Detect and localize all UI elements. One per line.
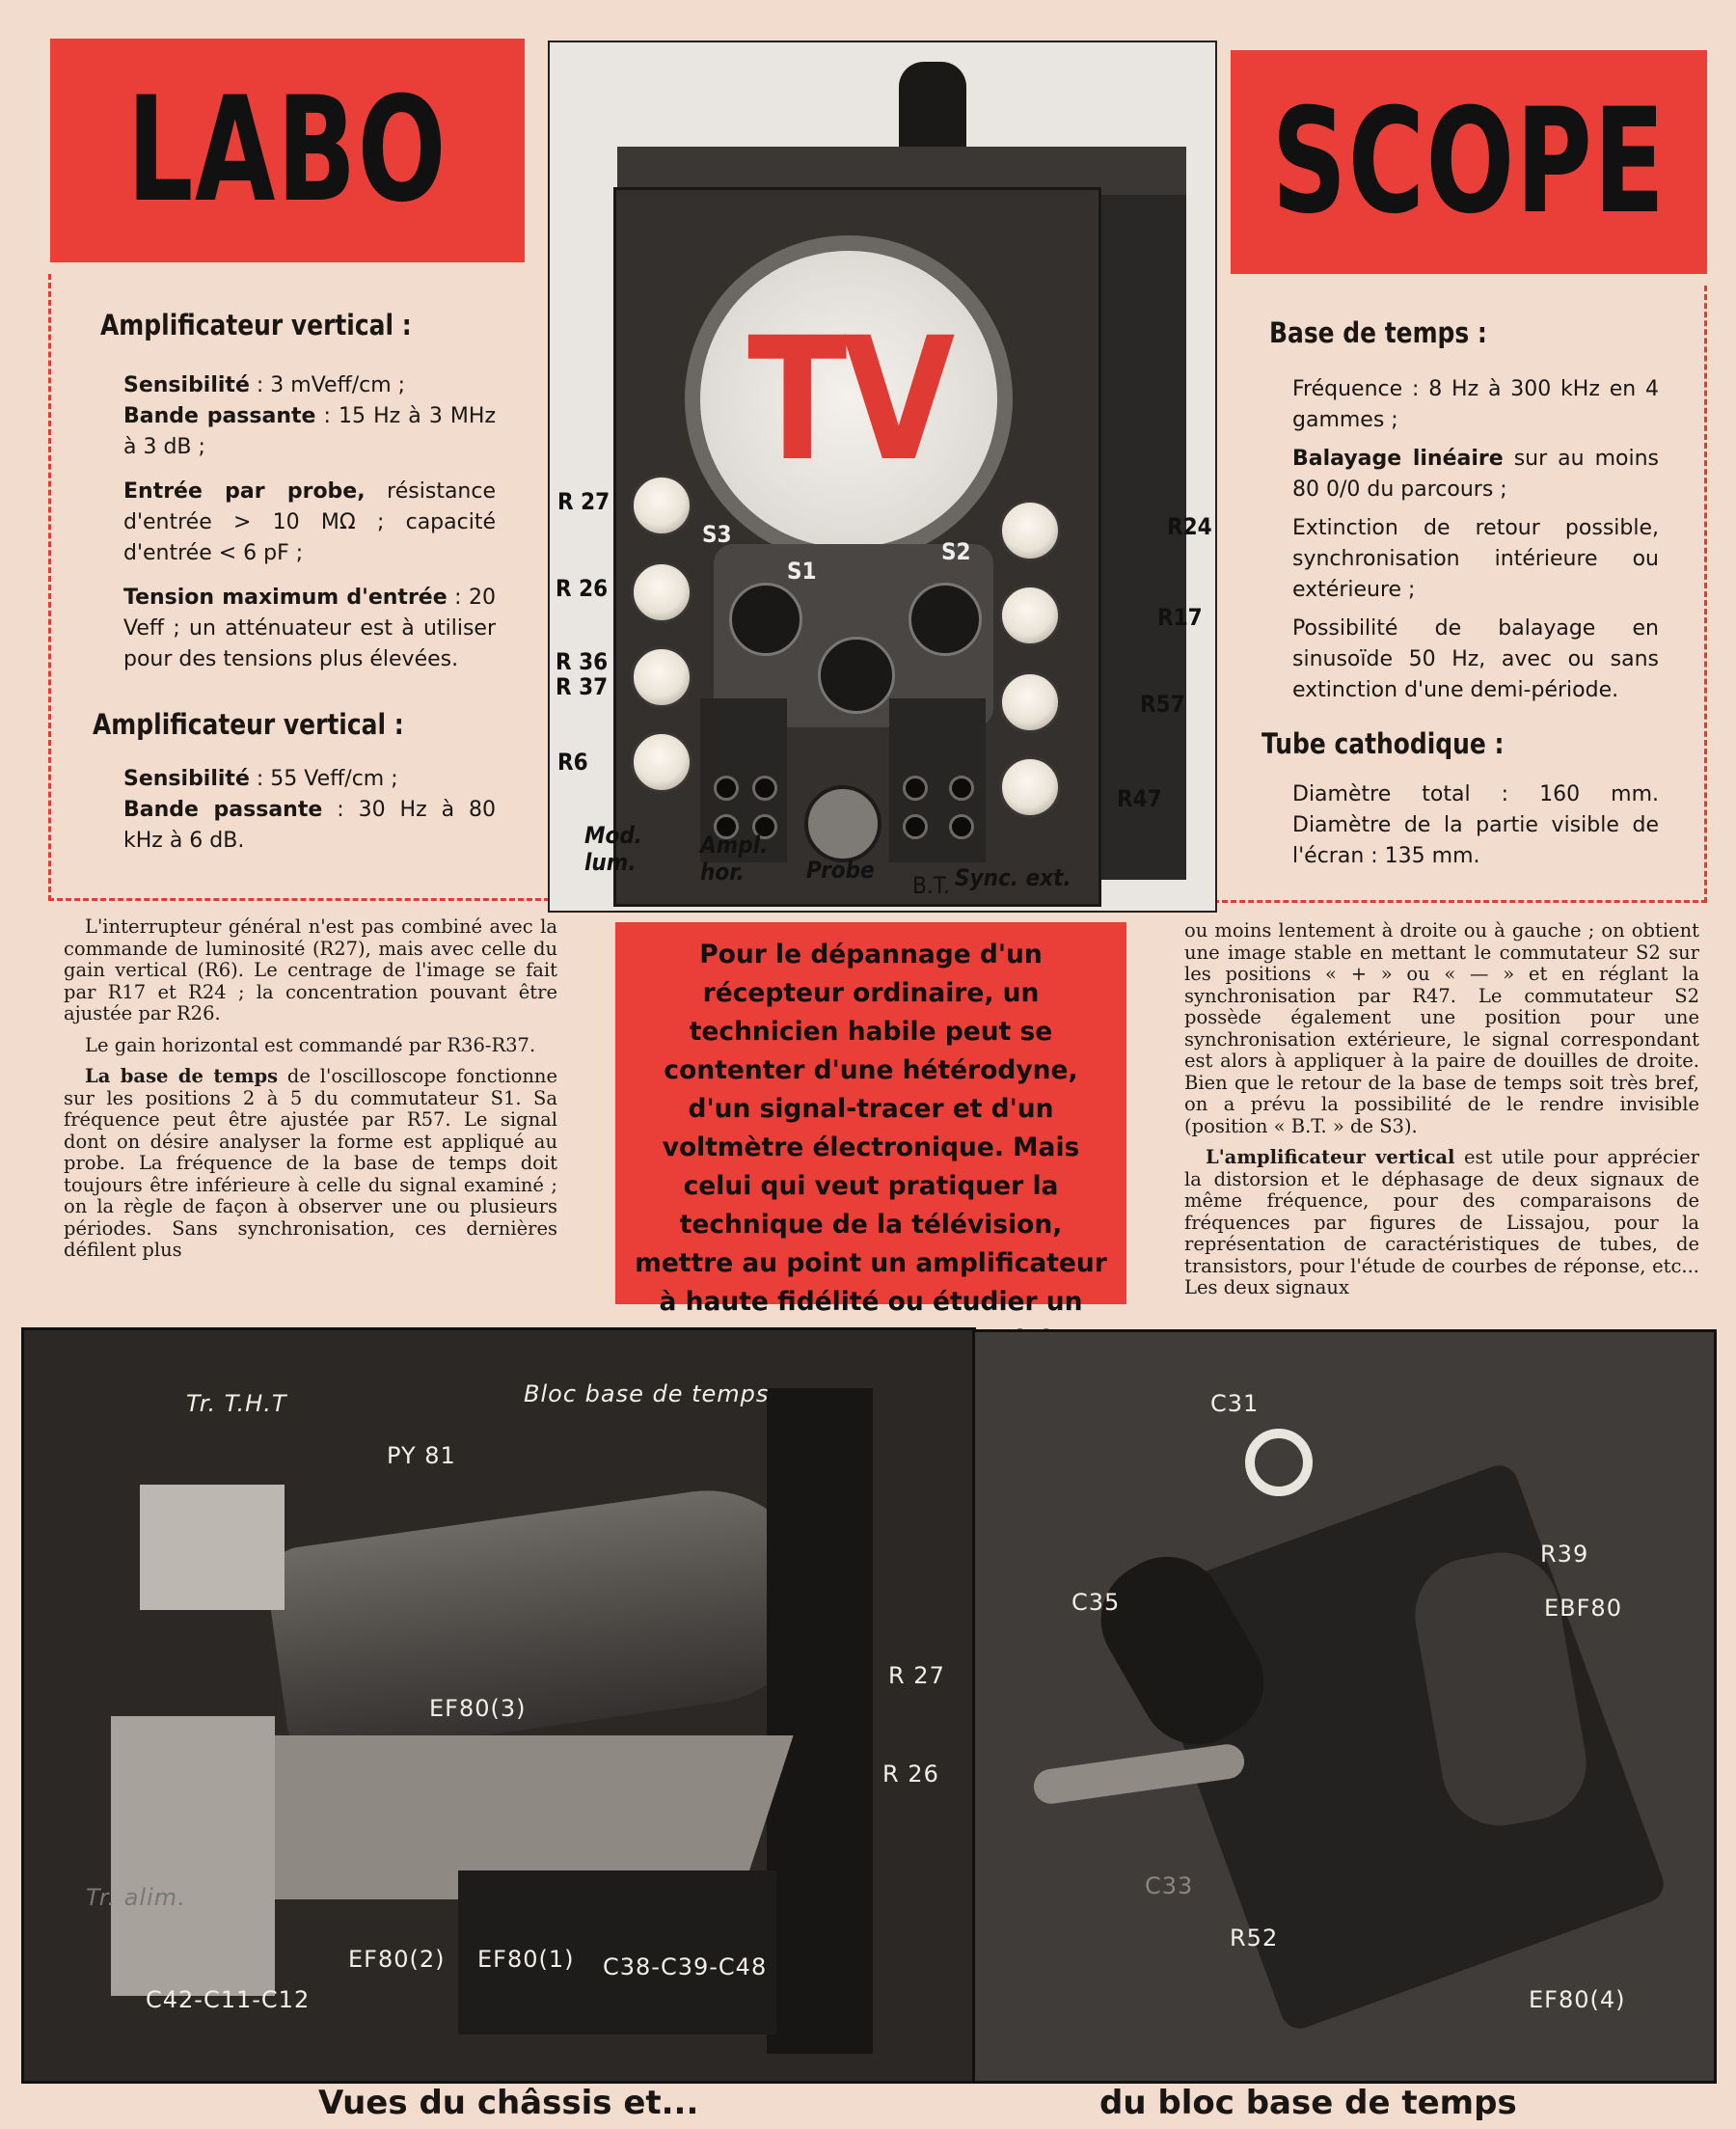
knob-r36-r37[interactable]: [631, 646, 692, 708]
label-ef80-1: EF80(1): [477, 1946, 575, 1973]
spec-value: : 3 mVeff/cm ;: [249, 373, 406, 397]
paragraph-text: est utile pour apprécier la distorsion et le déphasage de deux signaux de même fréquence, pour des comparaisons de fréquences par figures de Lissajou, pour la représentation de caractéristiques de tubes, de transistors, pour l'étude de courbes de réponse, etc... Les deux signaux: [1184, 1146, 1699, 1298]
ring-c31: [1245, 1429, 1313, 1496]
title-labo: LABO: [50, 39, 525, 262]
label-py81: PY 81: [387, 1442, 456, 1469]
socket-bt[interactable]: [903, 814, 928, 839]
chassis-photo: [21, 1327, 976, 2084]
paragraph: Le gain horizontal est commandé par R36-R37.: [85, 1033, 536, 1056]
label-r17: R17: [1157, 604, 1203, 631]
label-ef80-3: EF80(3): [429, 1695, 527, 1722]
right-spec-text: [1261, 316, 1659, 872]
spec-heading: Base de temps :: [1269, 316, 1487, 349]
label-r57: R57: [1140, 691, 1185, 718]
crt-tube-shape: [262, 1477, 827, 1762]
spec-value: : 55 Veff/cm ;: [249, 767, 398, 791]
label-r39: R39: [1540, 1541, 1589, 1568]
spec-item: [100, 764, 496, 857]
spec-heading: Amplificateur vertical :: [93, 708, 404, 741]
label-c42-c11-c12: C42-C11-C12: [146, 1986, 311, 2013]
label-r6: R6: [557, 749, 588, 776]
bold-lead: L'amplificateur vertical: [1206, 1146, 1455, 1168]
left-spec-text: [93, 309, 496, 857]
bold-lead: La base de temps: [85, 1065, 279, 1087]
label-tr-tht: Tr. T.H.T: [186, 1390, 287, 1417]
spec-item: Diamètre total : 160 mm. Diamètre de la partie visible de l'écran : 135 mm.: [1292, 782, 1659, 868]
spec-label: Bande passante: [123, 798, 323, 822]
spec-value: sur au moins 80 0/0 du parcours ;: [1292, 447, 1659, 502]
transformer-shape: [140, 1485, 285, 1610]
knob-r24[interactable]: [999, 500, 1061, 561]
label-tr-alim: Tr. alim.: [86, 1884, 186, 1911]
label-r27: R 27: [888, 1662, 945, 1689]
label-c33: C33: [1145, 1872, 1194, 1899]
label-ebf80: EBF80: [1544, 1595, 1622, 1622]
spec-item: Possibilité de balayage en sinusoïde 50 Hz, avec ou sans extinction d'une demi-période.: [1292, 616, 1659, 702]
spec-item: [1269, 444, 1659, 505]
label-mod-lum: Mod. lum.: [584, 822, 642, 876]
spec-item: [100, 477, 496, 569]
spec-label: Sensibilité: [123, 373, 250, 397]
paragraph: [1184, 1147, 1699, 1299]
socket-sync-ext-2[interactable]: [949, 776, 974, 801]
knob-r27[interactable]: [631, 475, 692, 536]
label-ef80-4: EF80(4): [1529, 1986, 1626, 2013]
label-s3: S3: [702, 521, 732, 548]
label-r26: R 26: [882, 1761, 939, 1788]
spec-item: Fréquence : 8 Hz à 300 kHz en 4 gammes ;: [1292, 377, 1659, 432]
label-c35: C35: [1071, 1589, 1121, 1616]
label-s1: S1: [787, 558, 817, 585]
label-r52: R52: [1230, 1924, 1279, 1952]
paragraph: ou moins lentement à droite ou à gauche ; on obtient une image stable en mettant le commutateur S2 sur les positions « + » ou « — » et en réglant la synchronisation par R47. Le commutateur S2 possède également une position pour une synchronisation extérieure, le signal correspondant est alors à appliquer à la paire de douilles de droite. Bien que le retour de la base de temps soit très bref, on a prévu la possibilité de le rendre invisible (position « B.T. » de S3).: [1184, 919, 1699, 1137]
label-r24: R24: [1167, 513, 1212, 540]
article-column-left: [64, 916, 557, 1271]
knob-r17[interactable]: [999, 585, 1061, 646]
spec-label: Sensibilité: [123, 767, 250, 791]
label-sync-ext: Sync. ext.: [955, 864, 1071, 891]
spec-heading: Tube cathodique :: [1261, 727, 1505, 760]
socket-bt-2[interactable]: [903, 776, 928, 801]
spec-label: Tension maximum d'entrée: [123, 586, 448, 610]
spec-label: Balayage linéaire: [1292, 447, 1504, 471]
paragraph-text: de l'oscilloscope fonctionne sur les positions 2 à 5 du commutateur S1. Sa fréquence peut être ajustée par R57. Le signal dont on désire analyser la forme est appliqué au probe. La fréquence de la base de temps doit toujours être inférieure à celle du signal examiné ; on la règle de façon à observer une ou plusieurs périodes. Sans synchronisation, ces dernières défilent plus: [64, 1065, 557, 1261]
label-r36: R 36: [556, 648, 609, 675]
oscilloscope-photo: [548, 41, 1217, 913]
bracket-shape: [111, 1716, 275, 1996]
title-scope: SCOPE: [1231, 50, 1707, 274]
label-bt: B.T.: [912, 872, 950, 899]
crt-screen: [700, 251, 997, 548]
knob-r26[interactable]: [631, 561, 692, 623]
article-column-right: [1184, 920, 1699, 1309]
socket-sync-ext[interactable]: [949, 814, 974, 839]
knob-r47[interactable]: [999, 756, 1061, 818]
switch-s2[interactable]: [909, 583, 982, 656]
spec-item: [100, 370, 496, 463]
label-r27: R 27: [557, 488, 610, 515]
spec-item: [100, 583, 496, 675]
label-c31: C31: [1210, 1390, 1260, 1417]
spec-label: Bande passante: [123, 404, 316, 428]
caption-left: Vues du châssis et...: [318, 2084, 699, 2122]
caption-right: du bloc base de temps: [1099, 2084, 1517, 2122]
switch-s3[interactable]: [729, 583, 802, 656]
switch-s1[interactable]: [818, 637, 895, 714]
label-bloc-base: Bloc base de temps: [524, 1380, 770, 1407]
label-c38-c39-c48: C38-C39-C48: [603, 1953, 768, 1980]
label-r37: R 37: [556, 673, 609, 700]
label-s2: S2: [941, 538, 971, 565]
spec-value: : 20 Veff ; un atténuateur est à utiliser pour des tensions plus élevées.: [123, 586, 496, 671]
screen-text: TV: [746, 300, 951, 499]
spec-label: Entrée par probe,: [123, 479, 366, 504]
label-ef80-2: EF80(2): [348, 1946, 446, 1973]
knob-r57[interactable]: [999, 671, 1061, 733]
paragraph: [64, 1066, 557, 1262]
spec-heading: Amplificateur vertical :: [100, 309, 412, 341]
label-r47: R47: [1117, 785, 1162, 812]
paragraph: L'interrupteur général n'est pas combiné avec la commande de luminosité (R27), mais avec celle du gain vertical (R6). Le centrage de l'image se fait par R17 et R24 ; la concentration pouvant être ajustée par R26.: [64, 915, 557, 1024]
socket-mod-lum[interactable]: [714, 776, 739, 801]
front-panel-shape: [767, 1388, 873, 2054]
label-probe: Probe: [806, 857, 875, 884]
spec-value: résistance d'entrée > 10 MΩ ; capacité d'entrée < 6 pF ;: [123, 479, 496, 565]
highlight-box: Pour le dépannage d'un récepteur ordinaire, un technicien habile peut se contenter d'une hétérodyne, d'un signal-tracer et d'un voltmètre électronique. Mais celui qui veut pratiquer la technique de la télévision, mettre au point un amplificateur à haute fidélité ou étudier un: [615, 922, 1126, 1304]
spec-item: Extinction de retour possible, synchronisation intérieure ou extérieure ;: [1292, 516, 1659, 602]
socket-ampl-hor[interactable]: [752, 776, 777, 801]
knob-r6[interactable]: [631, 731, 692, 793]
timebase-photo: [972, 1329, 1717, 2084]
spec-value: : 30 Hz à 80 kHz à 6 dB.: [123, 798, 496, 853]
probe-socket[interactable]: [804, 785, 882, 862]
label-r26: R 26: [556, 575, 609, 602]
spec-value: : 15 Hz à 3 MHz à 3 dB ;: [123, 404, 496, 459]
label-ampl-hor: Ampl. hor.: [700, 832, 769, 886]
